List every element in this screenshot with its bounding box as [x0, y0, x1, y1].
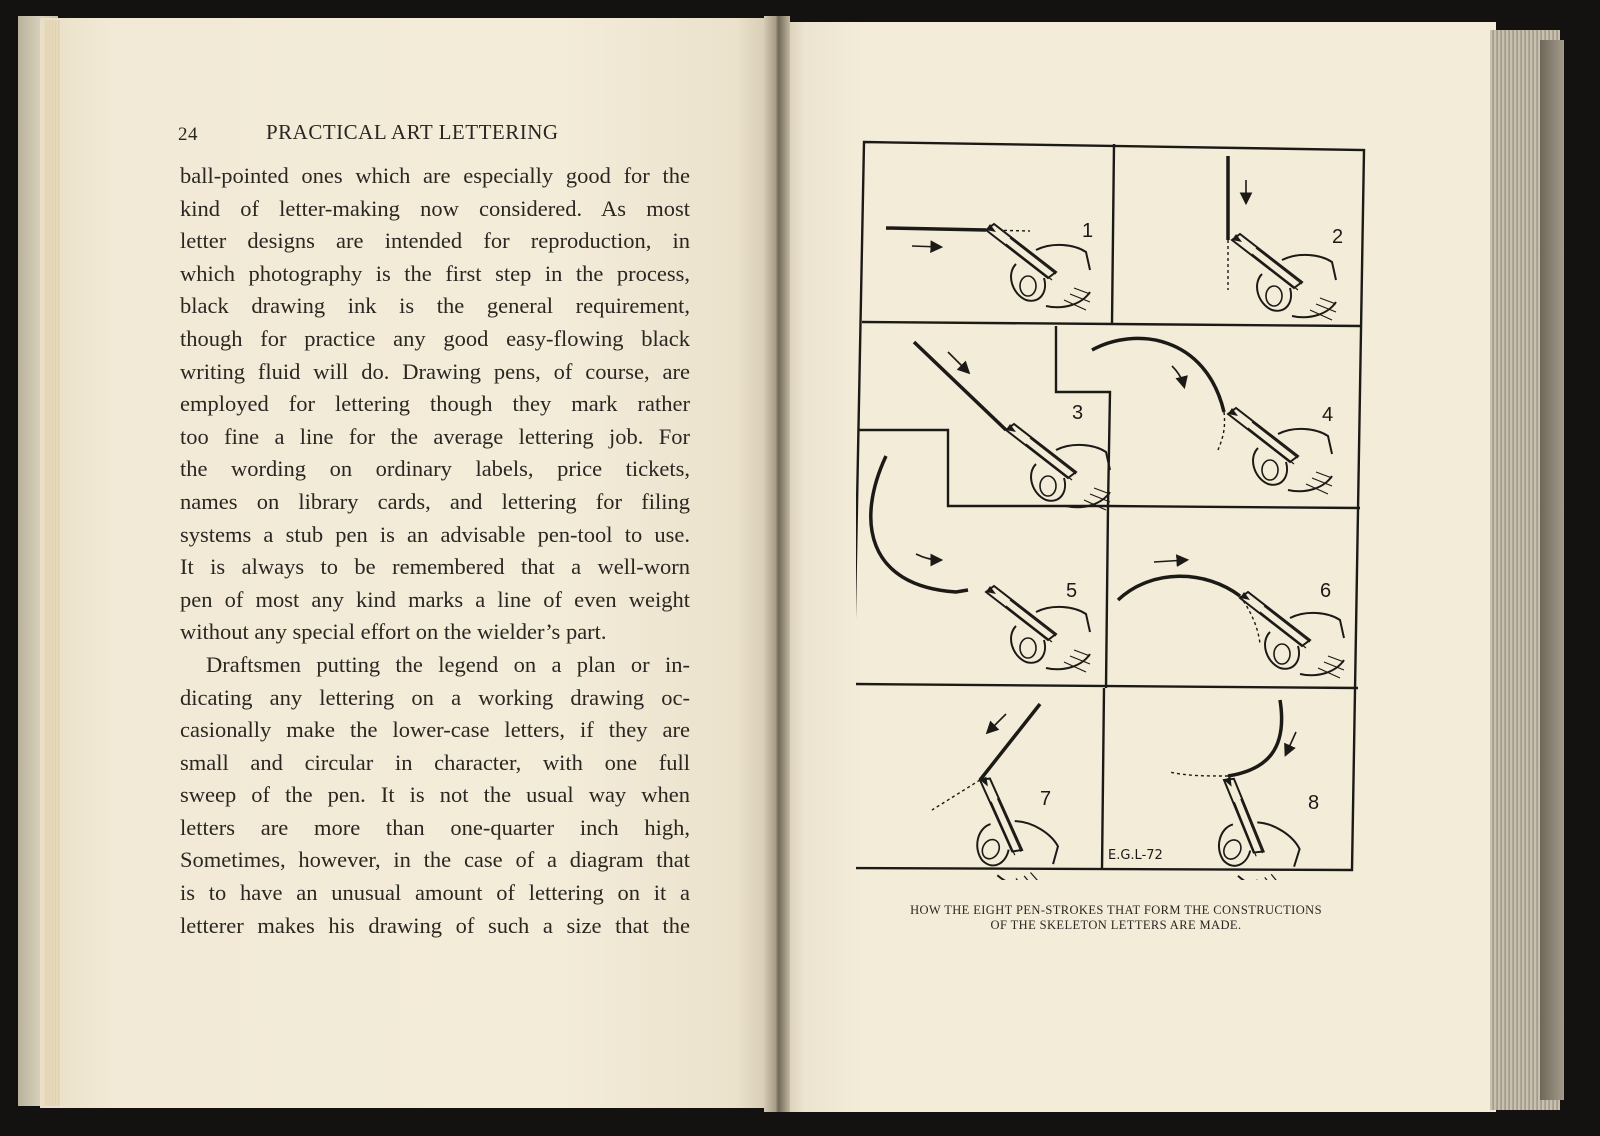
text-line: which photography is the first step in the process, [180, 260, 690, 286]
book-cover-right [1540, 40, 1564, 1100]
text-line: sweep of the pen. It is not the usual way when [180, 782, 690, 808]
text-line: ball-pointed ones which are especially good for the [180, 163, 690, 188]
text-line: letters are more than one-quarter inch high, [180, 814, 690, 840]
caption-line: OF THE SKELETON LETTERS ARE MADE. [990, 918, 1242, 932]
text-line: though for practice any good easy-flowing black [180, 325, 690, 351]
text-line: is to have an unusual amount of lettering on it a [180, 880, 690, 906]
page-number: 24 [178, 124, 198, 145]
text-line: Sometimes, however, in the case of a diagram that [180, 847, 690, 873]
text-line: pen of most any kind marks a line of even weight [180, 586, 690, 612]
text-line: small and circular in character, with one full [180, 749, 690, 775]
text-line: letter designs are intended for reproduction, in [180, 228, 690, 254]
figure-caption [866, 903, 1366, 933]
text-line: black drawing ink is the general requirement, [180, 293, 690, 319]
artist-signature: E.G.L-72 [1108, 848, 1163, 863]
text-line: without any special effort on the wielder’s part. [180, 619, 607, 645]
pen-strokes-illustration [856, 140, 1376, 880]
text-line: systems a stub pen is an advisable pen-tool to use. [180, 521, 690, 547]
text-line: employed for lettering though they mark rather [180, 391, 690, 417]
panel-label-2: 2 [1332, 226, 1344, 248]
text-line: too fine a line for the average lettering job. For [180, 423, 690, 449]
text-line: letterer makes his drawing of such a size that the [180, 912, 690, 938]
caption-line: HOW THE EIGHT PEN-STROKES THAT FORM THE CONSTRUCTIONS [910, 903, 1322, 917]
pen-strokes-figure [856, 140, 1376, 880]
text-line: writing fluid will do. Drawing pens, of course, are [180, 358, 690, 384]
text-line: names on library cards, and lettering for filing [180, 488, 690, 514]
book-gutter [764, 16, 790, 1112]
figure-frame [856, 142, 1364, 870]
running-head [178, 120, 698, 152]
running-title: PRACTICAL ART LETTERING [266, 120, 559, 144]
panel-label-6: 6 [1320, 580, 1332, 602]
body-text [180, 160, 690, 942]
text-line: the wording on ordinary labels, price tickets, [180, 456, 690, 482]
panel-label-5: 5 [1066, 580, 1078, 602]
panel-label-3: 3 [1072, 402, 1084, 424]
panel-label-4: 4 [1322, 404, 1334, 426]
text-line: casionally make the lower-case letters, if they are [180, 717, 690, 743]
panel-label-7: 7 [1040, 788, 1052, 810]
panel-label-8: 8 [1308, 792, 1320, 814]
left-page-edges [44, 20, 60, 1106]
text-line: It is always to be remembered that a well-worn [180, 554, 690, 580]
text-line: dicating any lettering on a working drawing oc- [180, 684, 690, 710]
text-line: kind of letter-making now considered. As most [180, 195, 690, 221]
panel-label-1: 1 [1082, 220, 1094, 242]
text-line: Draftsmen putting the legend on a plan or in- [206, 651, 690, 677]
